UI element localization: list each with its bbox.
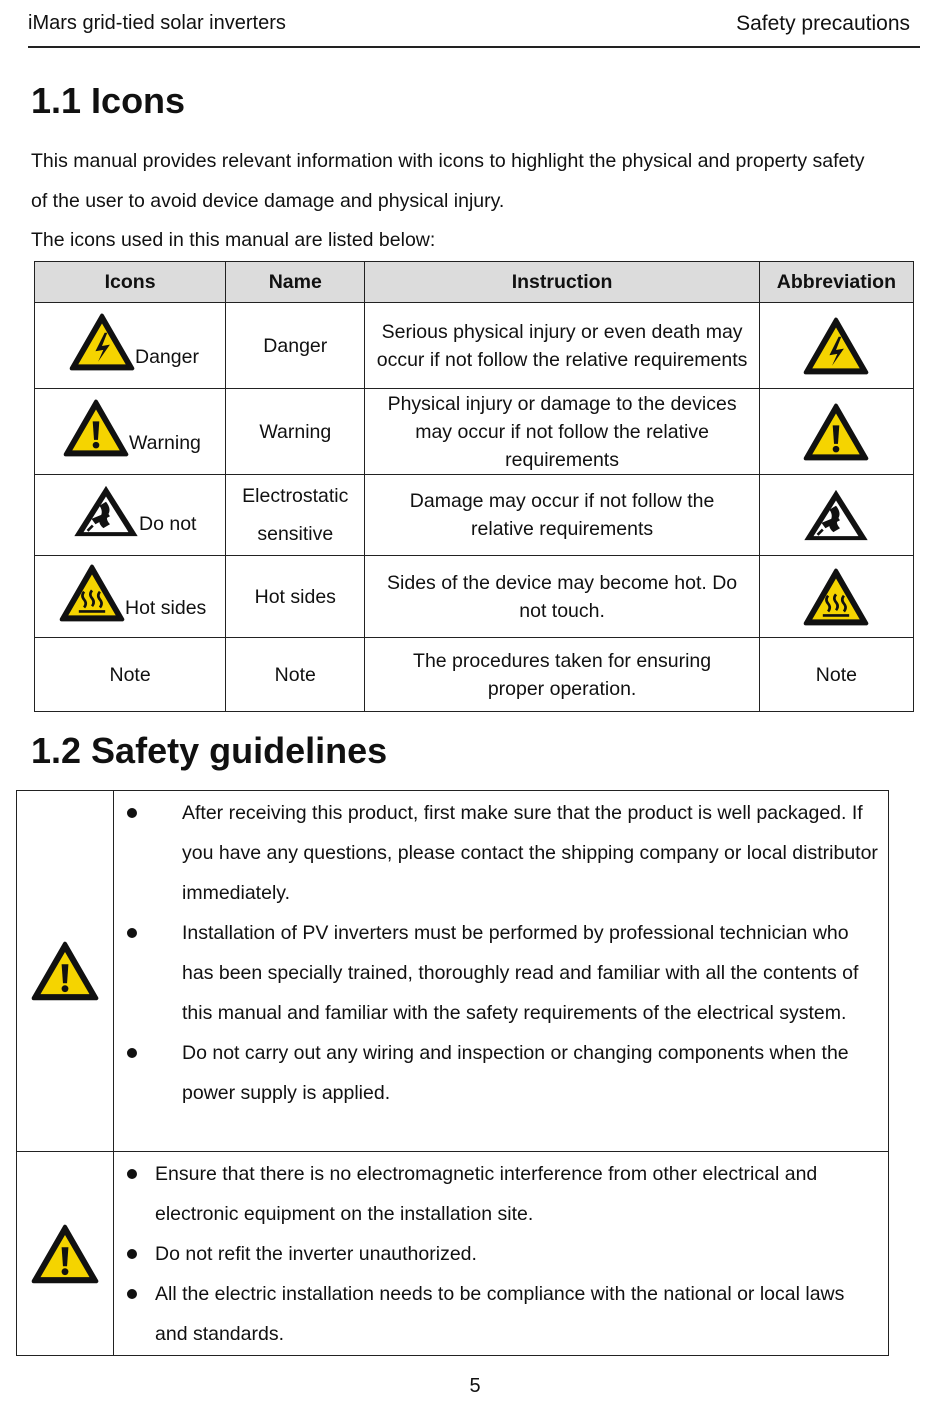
guideline-icon-cell	[17, 791, 114, 1152]
icon-cell	[35, 389, 226, 475]
name-cell: Warning	[226, 389, 365, 475]
name-cell: Danger	[226, 303, 365, 389]
list-item-text: Do not refit the inverter unauthorized.	[155, 1243, 477, 1265]
list-item	[115, 793, 887, 913]
list-item	[115, 1234, 887, 1274]
icon-label: Hot sides	[125, 596, 207, 619]
bullet-icon	[127, 1289, 137, 1299]
section-1-1-title: 1.1 Icons	[31, 80, 186, 121]
name-cell: Note	[226, 638, 365, 712]
guideline-block	[17, 1152, 889, 1356]
abbreviation-cell	[759, 303, 913, 389]
list-item-text: Ensure that there is no electromagnetic interference from other electrical and electronic equipment on the installation site.	[155, 1163, 818, 1225]
list-item	[115, 913, 887, 1033]
electric-hazard-icon	[69, 313, 135, 371]
table-row	[35, 475, 914, 556]
guideline-block	[17, 791, 889, 1152]
guideline-list	[115, 1154, 887, 1354]
guideline-list	[115, 793, 887, 1113]
hot-surface-icon	[803, 568, 869, 626]
warning-exclamation-icon	[31, 1224, 99, 1284]
column-header-abbreviation: Abbreviation	[759, 262, 913, 303]
bullet-icon	[127, 808, 137, 818]
list-item-text: All the electric installation needs to be compliance with the national or local laws and standards.	[155, 1283, 845, 1345]
icon-label: Danger	[135, 345, 199, 368]
name-line-1: Electrostatic	[242, 485, 349, 507]
column-header-instruction: Instruction	[365, 262, 759, 303]
instruction-cell: Physical injury or damage to the devices may occur if not follow the relative requirements	[365, 389, 759, 475]
table-row	[35, 556, 914, 638]
hot-surface-icon	[59, 564, 125, 622]
section-1-2-title: 1.2 Safety guidelines	[31, 730, 388, 771]
icon-label: Warning	[129, 431, 201, 454]
list-item-text: Installation of PV inverters must be performed by professional technician who has been specially trained, thoroughly read and familiar with all the contents of this manual and familiar with the safety requirements of the electrical system.	[182, 922, 859, 1024]
esd-icon	[803, 488, 869, 542]
intro-line-3: The icons used in this manual are listed below:	[31, 229, 436, 251]
icon-cell: Note	[35, 638, 226, 712]
esd-icon	[73, 484, 139, 538]
intro-line-1: This manual provides relevant information with icons to highlight the physical and property safety	[31, 150, 865, 172]
name-cell: Hot sides	[226, 556, 365, 638]
page-number: 5	[469, 1375, 481, 1397]
abbreviation-cell	[759, 556, 913, 638]
list-item-text: After receiving this product, first make sure that the product is well packaged. If you have any questions, please contact the shipping company or local distributor immediately.	[182, 802, 878, 904]
page-header	[28, 0, 920, 48]
icon-cell	[35, 303, 226, 389]
instruction-cell: Serious physical injury or even death may occur if not follow the relative requirements	[365, 303, 759, 389]
icon-cell	[35, 475, 226, 556]
table-row	[35, 389, 914, 475]
bullet-icon	[127, 1169, 137, 1179]
guideline-text-cell	[114, 791, 889, 1152]
intro-line-2: of the user to avoid device damage and physical injury.	[31, 190, 505, 212]
bullet-icon	[127, 928, 137, 938]
column-header-name: Name	[226, 262, 365, 303]
electric-hazard-icon	[803, 317, 869, 375]
instruction-cell: The procedures taken for ensuring proper operation.	[365, 638, 759, 712]
warning-exclamation-icon	[63, 399, 129, 457]
bullet-icon	[127, 1249, 137, 1259]
abbreviation-cell	[759, 475, 913, 556]
abbreviation-cell: Note	[759, 638, 913, 712]
list-item	[115, 1033, 887, 1113]
header-section-title: Safety precautions	[736, 12, 910, 35]
instruction-cell: Damage may occur if not follow the relative requirements	[365, 475, 759, 556]
guideline-icon-cell	[17, 1152, 114, 1356]
instruction-cell: Sides of the device may become hot. Do not touch.	[365, 556, 759, 638]
icon-cell	[35, 556, 226, 638]
guideline-text-cell	[114, 1152, 889, 1356]
warning-exclamation-icon	[31, 941, 99, 1001]
bullet-icon	[127, 1048, 137, 1058]
list-item-text: Do not carry out any wiring and inspection or changing components when the power supply is applied.	[182, 1042, 849, 1104]
table-row	[35, 303, 914, 389]
name-cell	[226, 475, 365, 556]
list-item	[115, 1154, 887, 1234]
icon-label: Do not	[139, 513, 197, 535]
list-item	[115, 1274, 887, 1354]
safety-guidelines-table	[16, 790, 889, 1356]
header-doc-title: iMars grid-tied solar inverters	[28, 12, 286, 34]
table-header-row	[35, 262, 914, 303]
abbreviation-cell	[759, 389, 913, 475]
warning-exclamation-icon	[803, 403, 869, 461]
table-row	[35, 638, 914, 712]
column-header-icons: Icons	[35, 262, 226, 303]
name-line-2: sensitive	[257, 523, 334, 545]
icons-table	[34, 261, 914, 712]
